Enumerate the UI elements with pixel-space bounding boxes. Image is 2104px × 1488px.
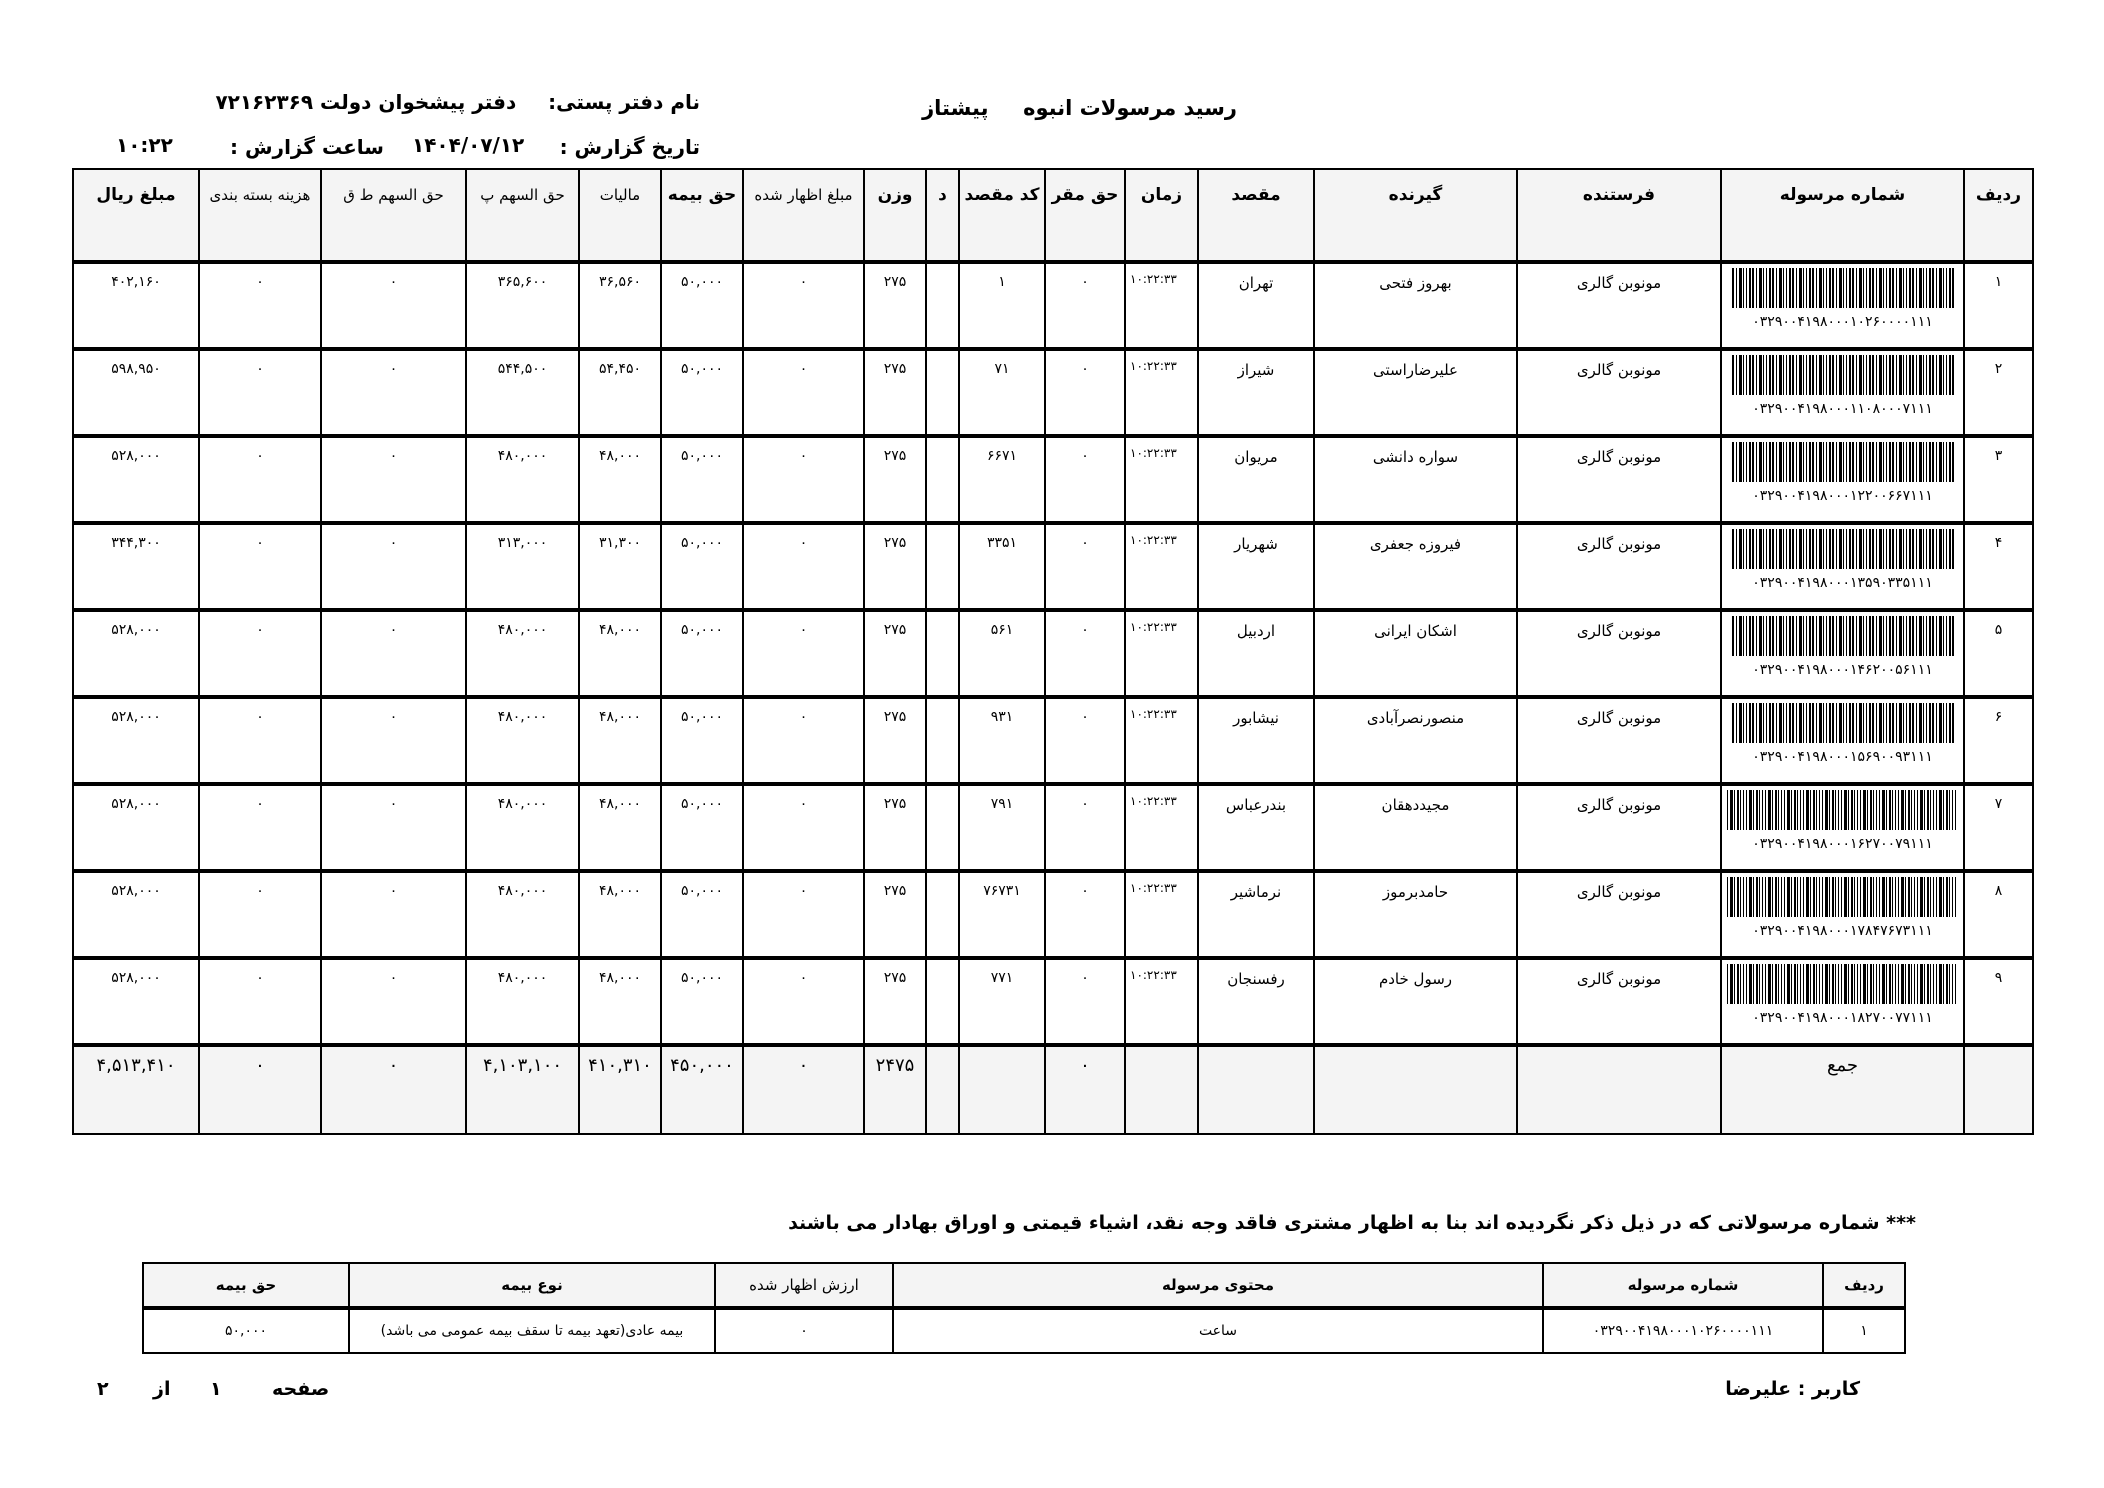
table-row [73, 784, 2033, 871]
barcode-icon [1732, 529, 1954, 569]
cell-declared: ۰ [743, 436, 864, 523]
cell-packaging: ۰ [199, 262, 321, 349]
cell-row: ۶ [1964, 697, 2033, 784]
cell-sender: مونوبن گالری [1517, 523, 1721, 610]
cell-d [926, 349, 959, 436]
report-time: ۱۰:۲۲ [116, 133, 173, 157]
report-time-label: ساعت گزارش : [230, 135, 384, 159]
cell-tracking [1721, 349, 1964, 436]
col-hagh-maghar: حق مقر [1045, 169, 1125, 262]
cell-row: ۹ [1964, 958, 2033, 1045]
cell-amount: ۵۲۸,۰۰۰ [73, 871, 199, 958]
cell-dest-code: ۷۷۱ [959, 958, 1045, 1045]
cell-time: ۱۰:۲۲:۳۳ [1125, 697, 1198, 784]
insured-shipments-table [142, 1262, 1906, 1354]
table-header-row [73, 169, 2033, 262]
cell-row: ۲ [1964, 349, 2033, 436]
cell-share-p: ۴۸۰,۰۰۰ [466, 697, 579, 784]
cell-row: ۵ [1964, 610, 2033, 697]
cell-destination: نیشابور [1198, 697, 1314, 784]
cell-insurance: ۵۰,۰۰۰ [661, 523, 743, 610]
user-label: کاربر : [1797, 1378, 1860, 1400]
cell-insurance: ۵۰,۰۰۰ [661, 697, 743, 784]
cell-hagh-maghar: ۰ [1045, 871, 1125, 958]
insured-cell-content: ساعت [893, 1308, 1543, 1353]
cell-share-tq: ۰ [321, 784, 466, 871]
cell-tracking [1721, 784, 1964, 871]
cell-declared: ۰ [743, 523, 864, 610]
cell-recipient: رسول خادم [1314, 958, 1517, 1045]
cell-weight: ۲۷۵ [864, 262, 926, 349]
cell-share-tq: ۰ [321, 349, 466, 436]
cell-tracking [1721, 436, 1964, 523]
cell-tax: ۴۸,۰۰۰ [579, 697, 661, 784]
cell-insurance: ۵۰,۰۰۰ [661, 958, 743, 1045]
cell-share-p: ۳۶۵,۶۰۰ [466, 262, 579, 349]
col-tracking: شماره مرسوله [1721, 169, 1964, 262]
barcode-icon [1732, 268, 1954, 308]
cell-declared: ۰ [743, 610, 864, 697]
cell-share-tq: ۰ [321, 610, 466, 697]
col-declared: مبلغ اظهار شده [743, 169, 864, 262]
col-packaging: هزینه بسته بندی [199, 169, 321, 262]
total-tax: ۴۱۰,۳۱۰ [579, 1045, 661, 1134]
cell-recipient: مجیددهقان [1314, 784, 1517, 871]
cell-amount: ۵۲۸,۰۰۰ [73, 436, 199, 523]
cell-row: ۷ [1964, 784, 2033, 871]
total-label: جمع [1721, 1045, 1964, 1134]
cell-d [926, 871, 959, 958]
cell-packaging: ۰ [199, 784, 321, 871]
col-share-p: حق السهم پ [466, 169, 579, 262]
cell-declared: ۰ [743, 871, 864, 958]
cell-destination: مریوان [1198, 436, 1314, 523]
cell-weight: ۲۷۵ [864, 784, 926, 871]
cell-hagh-maghar: ۰ [1045, 523, 1125, 610]
cell-share-p: ۴۸۰,۰۰۰ [466, 958, 579, 1045]
cell-packaging: ۰ [199, 958, 321, 1045]
col-destination: مقصد [1198, 169, 1314, 262]
cell-tax: ۴۸,۰۰۰ [579, 784, 661, 871]
cell-packaging: ۰ [199, 349, 321, 436]
cell-dest-code: ۷۱ [959, 349, 1045, 436]
report-title [922, 96, 1237, 120]
cell-hagh-maghar: ۰ [1045, 349, 1125, 436]
cell-tracking [1721, 958, 1964, 1045]
table-row [73, 523, 2033, 610]
page-of: از [153, 1378, 171, 1400]
cell-hagh-maghar: ۰ [1045, 610, 1125, 697]
barcode-icon [1732, 355, 1954, 395]
table-row [73, 697, 2033, 784]
table-row [73, 262, 2033, 349]
cell-time: ۱۰:۲۲:۳۳ [1125, 784, 1198, 871]
cell-tracking [1721, 697, 1964, 784]
insured-col-declared: ارزش اظهار شده [715, 1263, 893, 1308]
total-sender-empty [1517, 1045, 1721, 1134]
cell-tax: ۴۸,۰۰۰ [579, 610, 661, 697]
cell-weight: ۲۷۵ [864, 871, 926, 958]
cell-share-tq: ۰ [321, 523, 466, 610]
cell-row: ۱ [1964, 262, 2033, 349]
cell-insurance: ۵۰,۰۰۰ [661, 784, 743, 871]
cell-declared: ۰ [743, 958, 864, 1045]
col-recipient: گیرنده [1314, 169, 1517, 262]
cell-recipient: سواره دانشی [1314, 436, 1517, 523]
tracking-number: ۰۳۲۹۰۰۴۱۹۸۰۰۰۱۶۲۷۰۰۷۹۱۱۱ [1752, 836, 1933, 852]
cell-share-tq: ۰ [321, 436, 466, 523]
cell-time: ۱۰:۲۲:۳۳ [1125, 871, 1198, 958]
cell-insurance: ۵۰,۰۰۰ [661, 610, 743, 697]
cell-hagh-maghar: ۰ [1045, 958, 1125, 1045]
page-current: ۱ [210, 1378, 222, 1400]
cell-share-p: ۴۸۰,۰۰۰ [466, 871, 579, 958]
cell-share-tq: ۰ [321, 697, 466, 784]
cell-dest-code: ۵۶۱ [959, 610, 1045, 697]
cell-declared: ۰ [743, 784, 864, 871]
insured-col-row: ردیف [1823, 1263, 1905, 1308]
cell-amount: ۵۹۸,۹۵۰ [73, 349, 199, 436]
col-share-tq: حق السهم ط ق [321, 169, 466, 262]
col-row: ردیف [1964, 169, 2033, 262]
office-info [215, 90, 700, 114]
shipments-table [72, 168, 2034, 1135]
cell-hagh-maghar: ۰ [1045, 784, 1125, 871]
cell-insurance: ۵۰,۰۰۰ [661, 436, 743, 523]
barcode-icon [1727, 877, 1957, 917]
cell-dest-code: ۹۳۱ [959, 697, 1045, 784]
cell-destination: تهران [1198, 262, 1314, 349]
cell-hagh-maghar: ۰ [1045, 262, 1125, 349]
cell-packaging: ۰ [199, 697, 321, 784]
cell-weight: ۲۷۵ [864, 958, 926, 1045]
cell-time: ۱۰:۲۲:۳۳ [1125, 523, 1198, 610]
cell-destination: شهریار [1198, 523, 1314, 610]
total-time-empty [1125, 1045, 1198, 1134]
cell-packaging: ۰ [199, 610, 321, 697]
cell-tax: ۳۶,۵۶۰ [579, 262, 661, 349]
cell-share-p: ۵۴۴,۵۰۰ [466, 349, 579, 436]
insured-cell-declared: ۰ [715, 1308, 893, 1353]
user-info [1725, 1378, 1860, 1400]
table-row [73, 349, 2033, 436]
table-row [73, 436, 2033, 523]
total-hagh-maghar: ۰ [1045, 1045, 1125, 1134]
office-name: دفتر پیشخوان دولت ۷۲۱۶۲۳۶۹ [215, 90, 517, 114]
barcode-icon [1727, 790, 1957, 830]
cell-weight: ۲۷۵ [864, 349, 926, 436]
total-recipient-empty [1314, 1045, 1517, 1134]
cell-share-p: ۴۸۰,۰۰۰ [466, 784, 579, 871]
cell-recipient: فیروزه جعفری [1314, 523, 1517, 610]
total-share-tq: ۰ [321, 1045, 466, 1134]
cell-insurance: ۵۰,۰۰۰ [661, 349, 743, 436]
cell-amount: ۵۲۸,۰۰۰ [73, 958, 199, 1045]
user-name: علیرضا [1725, 1378, 1792, 1400]
col-tax: مالیات [579, 169, 661, 262]
cell-d [926, 523, 959, 610]
office-label: نام دفتر پستی: [548, 90, 700, 114]
cell-d [926, 436, 959, 523]
cell-destination: شیراز [1198, 349, 1314, 436]
cell-tracking [1721, 871, 1964, 958]
tracking-number: ۰۳۲۹۰۰۴۱۹۸۰۰۰۱۰۲۶۰۰۰۰۱۱۱ [1752, 314, 1933, 330]
cell-amount: ۵۲۸,۰۰۰ [73, 784, 199, 871]
tracking-number: ۰۳۲۹۰۰۴۱۹۸۰۰۰۱۲۲۰۰۶۶۷۱۱۱ [1752, 488, 1933, 504]
tracking-number: ۰۳۲۹۰۰۴۱۹۸۰۰۰۱۴۶۲۰۰۵۶۱۱۱ [1752, 662, 1933, 678]
service-type: پیشتاز [922, 96, 989, 120]
cell-sender: مونوبن گالری [1517, 871, 1721, 958]
cell-row: ۴ [1964, 523, 2033, 610]
tracking-number: ۰۳۲۹۰۰۴۱۹۸۰۰۰۱۳۵۹۰۳۳۵۱۱۱ [1752, 575, 1933, 591]
col-dest-code: کد مقصد [959, 169, 1045, 262]
cell-amount: ۳۴۴,۳۰۰ [73, 523, 199, 610]
totals-row [73, 1045, 2033, 1134]
cell-dest-code: ۳۳۵۱ [959, 523, 1045, 610]
page-label: صفحه [272, 1378, 330, 1400]
col-time: زمان [1125, 169, 1198, 262]
cell-declared: ۰ [743, 349, 864, 436]
insured-cell-tracking: ۰۳۲۹۰۰۴۱۹۸۰۰۰۱۰۲۶۰۰۰۰۱۱۱ [1543, 1308, 1823, 1353]
barcode-icon [1732, 442, 1954, 482]
cell-sender: مونوبن گالری [1517, 436, 1721, 523]
cell-recipient: حامدبرموز [1314, 871, 1517, 958]
cell-packaging: ۰ [199, 871, 321, 958]
cell-recipient: اشکان ایرانی [1314, 610, 1517, 697]
col-amount: مبلغ ریال [73, 169, 199, 262]
cell-sender: مونوبن گالری [1517, 349, 1721, 436]
total-row-empty [1964, 1045, 2033, 1134]
cell-destination: بندرعباس [1198, 784, 1314, 871]
cell-share-tq: ۰ [321, 262, 466, 349]
col-sender: فرستنده [1517, 169, 1721, 262]
total-amount: ۴,۵۱۳,۴۱۰ [73, 1045, 199, 1134]
insured-col-content: محتوی مرسوله [893, 1263, 1543, 1308]
col-d: د [926, 169, 959, 262]
cell-amount: ۴۰۲,۱۶۰ [73, 262, 199, 349]
barcode-icon [1727, 964, 1957, 1004]
cell-recipient: بهروز فتحی [1314, 262, 1517, 349]
col-insurance: حق بیمه [661, 169, 743, 262]
cell-destination: رفسنجان [1198, 958, 1314, 1045]
insured-cell-row: ۱ [1823, 1308, 1905, 1353]
cell-share-p: ۳۱۳,۰۰۰ [466, 523, 579, 610]
cell-tax: ۳۱,۳۰۰ [579, 523, 661, 610]
report-date-label: تاریخ گزارش : [559, 135, 700, 159]
report-title-text: رسید مرسولات انبوه [1023, 96, 1237, 120]
cell-sender: مونوبن گالری [1517, 697, 1721, 784]
cell-destination: اردبیل [1198, 610, 1314, 697]
cell-time: ۱۰:۲۲:۳۳ [1125, 262, 1198, 349]
cell-tracking [1721, 262, 1964, 349]
cell-d [926, 958, 959, 1045]
cell-amount: ۵۲۸,۰۰۰ [73, 697, 199, 784]
total-weight: ۲۴۷۵ [864, 1045, 926, 1134]
cell-destination: نرماشیر [1198, 871, 1314, 958]
cell-d [926, 262, 959, 349]
cell-time: ۱۰:۲۲:۳۳ [1125, 610, 1198, 697]
cell-declared: ۰ [743, 697, 864, 784]
insured-table-row [143, 1308, 1905, 1353]
cell-tax: ۴۸,۰۰۰ [579, 871, 661, 958]
barcode-icon [1732, 616, 1954, 656]
total-insurance: ۴۵۰,۰۰۰ [661, 1045, 743, 1134]
cell-row: ۸ [1964, 871, 2033, 958]
col-weight: وزن [864, 169, 926, 262]
table-row [73, 958, 2033, 1045]
cell-share-tq: ۰ [321, 958, 466, 1045]
insured-cell-fee: ۵۰,۰۰۰ [143, 1308, 349, 1353]
tracking-number: ۰۳۲۹۰۰۴۱۹۸۰۰۰۱۵۶۹۰۰۹۳۱۱۱ [1752, 749, 1933, 765]
cell-dest-code: ۶۶۷۱ [959, 436, 1045, 523]
total-packaging: ۰ [199, 1045, 321, 1134]
tracking-number: ۰۳۲۹۰۰۴۱۹۸۰۰۰۱۸۲۷۰۰۷۷۱۱۱ [1752, 1010, 1933, 1026]
cell-tax: ۴۸,۰۰۰ [579, 958, 661, 1045]
cell-d [926, 610, 959, 697]
cell-sender: مونوبن گالری [1517, 262, 1721, 349]
cell-hagh-maghar: ۰ [1045, 697, 1125, 784]
cell-row: ۳ [1964, 436, 2033, 523]
total-dest-code-empty [959, 1045, 1045, 1134]
cell-packaging: ۰ [199, 436, 321, 523]
barcode-icon [1732, 703, 1954, 743]
cell-sender: مونوبن گالری [1517, 958, 1721, 1045]
cell-declared: ۰ [743, 262, 864, 349]
table-row [73, 610, 2033, 697]
cell-recipient: علیرضاراستی [1314, 349, 1517, 436]
total-share-p: ۴,۱۰۳,۱۰۰ [466, 1045, 579, 1134]
cell-amount: ۵۲۸,۰۰۰ [73, 610, 199, 697]
report-date: ۱۴۰۴/۰۷/۱۲ [412, 133, 525, 157]
cell-time: ۱۰:۲۲:۳۳ [1125, 436, 1198, 523]
page-total: ۲ [97, 1378, 109, 1400]
insured-col-type: نوع بیمه [349, 1263, 715, 1308]
cell-recipient: منصورنصرآبادی [1314, 697, 1517, 784]
cell-insurance: ۵۰,۰۰۰ [661, 871, 743, 958]
cell-weight: ۲۷۵ [864, 610, 926, 697]
total-destination-empty [1198, 1045, 1314, 1134]
cell-d [926, 784, 959, 871]
cell-time: ۱۰:۲۲:۳۳ [1125, 958, 1198, 1045]
cell-sender: مونوبن گالری [1517, 784, 1721, 871]
insured-header-row [143, 1263, 1905, 1308]
cell-time: ۱۰:۲۲:۳۳ [1125, 349, 1198, 436]
cell-tracking [1721, 523, 1964, 610]
cell-hagh-maghar: ۰ [1045, 436, 1125, 523]
cell-tax: ۴۸,۰۰۰ [579, 436, 661, 523]
insured-cell-type: بیمه عادی(تعهد بیمه تا سقف بیمه عمومی می باشد) [349, 1308, 715, 1353]
cell-share-tq: ۰ [321, 871, 466, 958]
insured-col-fee: حق بیمه [143, 1263, 349, 1308]
cell-dest-code: ۱ [959, 262, 1045, 349]
total-declared: ۰ [743, 1045, 864, 1134]
cell-insurance: ۵۰,۰۰۰ [661, 262, 743, 349]
cell-tracking [1721, 610, 1964, 697]
cell-weight: ۲۷۵ [864, 697, 926, 784]
cell-weight: ۲۷۵ [864, 436, 926, 523]
table-row [73, 871, 2033, 958]
insured-col-tracking: شماره مرسوله [1543, 1263, 1823, 1308]
cell-dest-code: ۷۶۷۳۱ [959, 871, 1045, 958]
valuables-note: *** شماره مرسولاتی که در ذیل ذکر نگردیده اند بنا به اظهار مشتری فاقد وجه نقد، اشیاء قیمتی و اوراق بهادار می باشند [788, 1212, 1916, 1234]
tracking-number: ۰۳۲۹۰۰۴۱۹۸۰۰۰۱۱۰۸۰۰۰۷۱۱۱ [1752, 401, 1933, 417]
cell-dest-code: ۷۹۱ [959, 784, 1045, 871]
cell-weight: ۲۷۵ [864, 523, 926, 610]
cell-tax: ۵۴,۴۵۰ [579, 349, 661, 436]
cell-packaging: ۰ [199, 523, 321, 610]
cell-d [926, 697, 959, 784]
cell-sender: مونوبن گالری [1517, 610, 1721, 697]
cell-share-p: ۴۸۰,۰۰۰ [466, 436, 579, 523]
cell-share-p: ۴۸۰,۰۰۰ [466, 610, 579, 697]
total-d-empty [926, 1045, 959, 1134]
tracking-number: ۰۳۲۹۰۰۴۱۹۸۰۰۰۱۷۸۴۷۶۷۳۱۱۱ [1752, 923, 1933, 939]
